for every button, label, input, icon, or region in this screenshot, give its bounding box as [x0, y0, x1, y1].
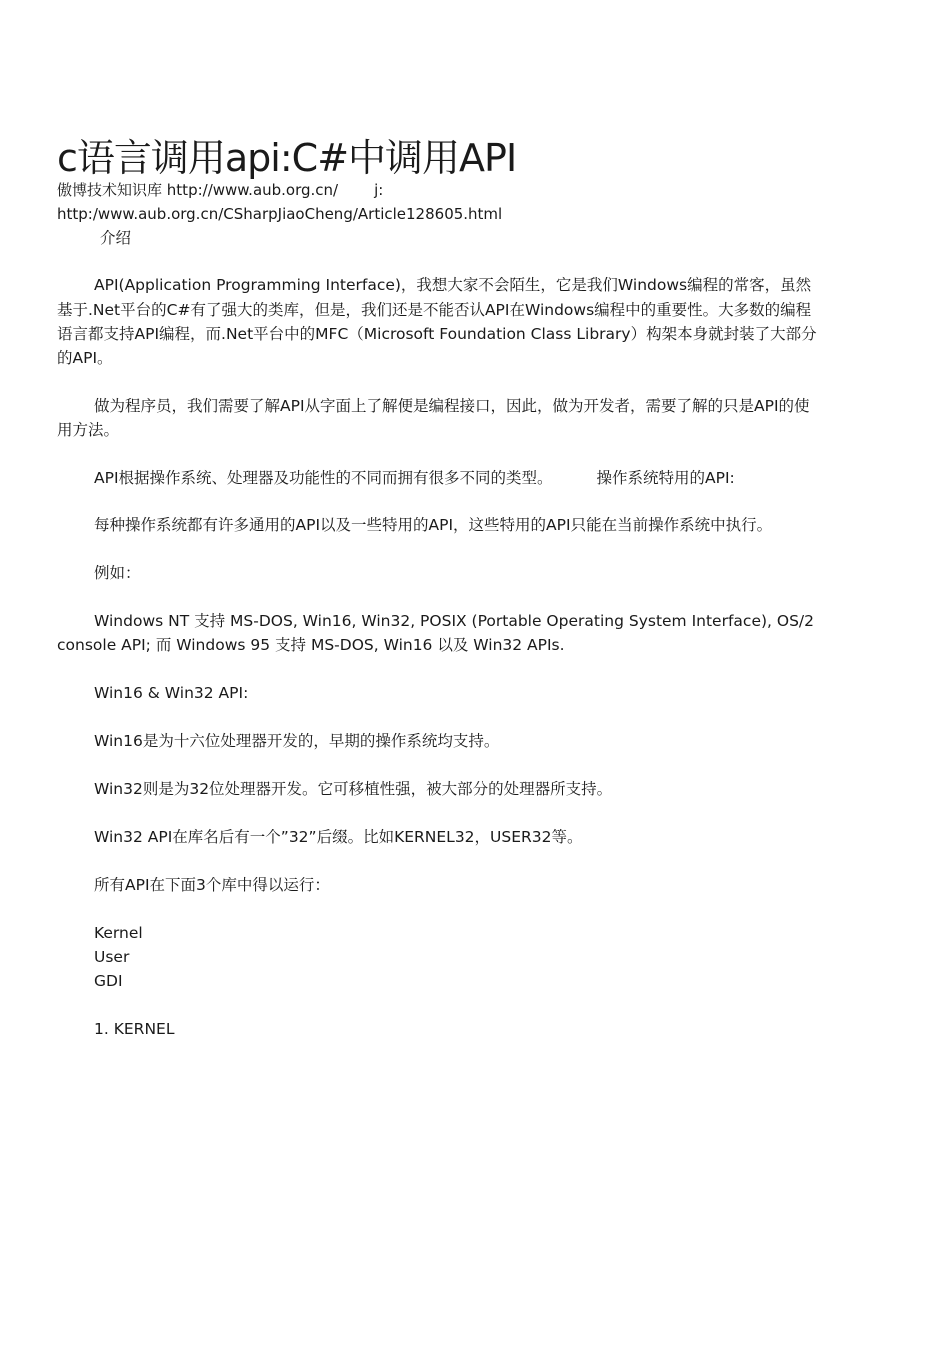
paragraph-3-tail: 操作系统特用的API:	[596, 469, 735, 487]
section-heading-kernel: 1. KERNEL	[94, 1020, 175, 1038]
library-item-gdi: GDI	[94, 972, 123, 990]
paragraph-3-main: API根据操作系统、处理器及功能性的不同而拥有很多不同的类型。	[94, 469, 553, 487]
paragraph-5: 例如：	[94, 564, 141, 582]
paragraph-11: 所有API在下面3个库中得以运行：	[94, 876, 330, 894]
paragraph-7: Win16 & Win32 API:	[94, 684, 249, 702]
paragraph-1-line-2: 基于.Net平台的C#有了强大的类库，但是，我们还是不能否认API在Windows编程中的重要性。大多数的编程	[57, 301, 812, 319]
source-site-name: 傲博技术知识库	[57, 181, 163, 199]
paragraph-8: Win16是为十六位处理器开发的，早期的操作系统均支持。	[94, 732, 500, 750]
library-item-user: User	[94, 948, 130, 966]
source-label: j:	[374, 181, 384, 199]
paragraph-1-line-3: 语言都支持API编程，而.Net平台中的MFC（Microsoft Foundation Class Library）构架本身就封装了大部分	[57, 325, 817, 343]
paragraph-10: Win32 API在库名后有一个”32”后缀。比如KERNEL32，USER32等。	[94, 828, 583, 846]
source-article-url[interactable]: http:/www.aub.org.cn/CSharpJiaoCheng/Article128605.html	[57, 205, 503, 223]
paragraph-1-line-4: 的API。	[57, 349, 113, 367]
paragraph-6-line-2: console API; 而 Windows 95 支持 MS-DOS, Win16 以及 Win32 APIs.	[57, 636, 565, 654]
page-title: c语言调用api:C#中调用API	[57, 136, 517, 180]
source-site-url[interactable]: http://www.aub.org.cn/	[166, 181, 339, 199]
paragraph-2-line-2: 用方法。	[57, 421, 120, 439]
paragraph-2-line-1: 做为程序员，我们需要了解API从字面上了解便是编程接口，因此，做为开发者，需要了解的只是API的使	[94, 397, 810, 415]
paragraph-4: 每种操作系统都有许多通用的API以及一些特用的API，这些特用的API只能在当前操作系统中执行。	[94, 516, 773, 534]
paragraph-6-line-1: Windows NT 支持 MS-DOS, Win16, Win32, POSIX (Portable Operating System Interface), OS/2	[94, 612, 815, 630]
paragraph-1-line-1: API(Application Programming Interface)，我想大家不会陌生，它是我们Windows编程的常客，虽然	[94, 276, 812, 294]
source-line	[57, 178, 383, 202]
library-item-kernel: Kernel	[94, 924, 143, 942]
paragraph-9: Win32则是为32位处理器开发。它可移植性强，被大部分的处理器所支持。	[94, 780, 613, 798]
paragraph-3	[94, 466, 735, 490]
intro-heading: 介绍	[100, 229, 132, 247]
